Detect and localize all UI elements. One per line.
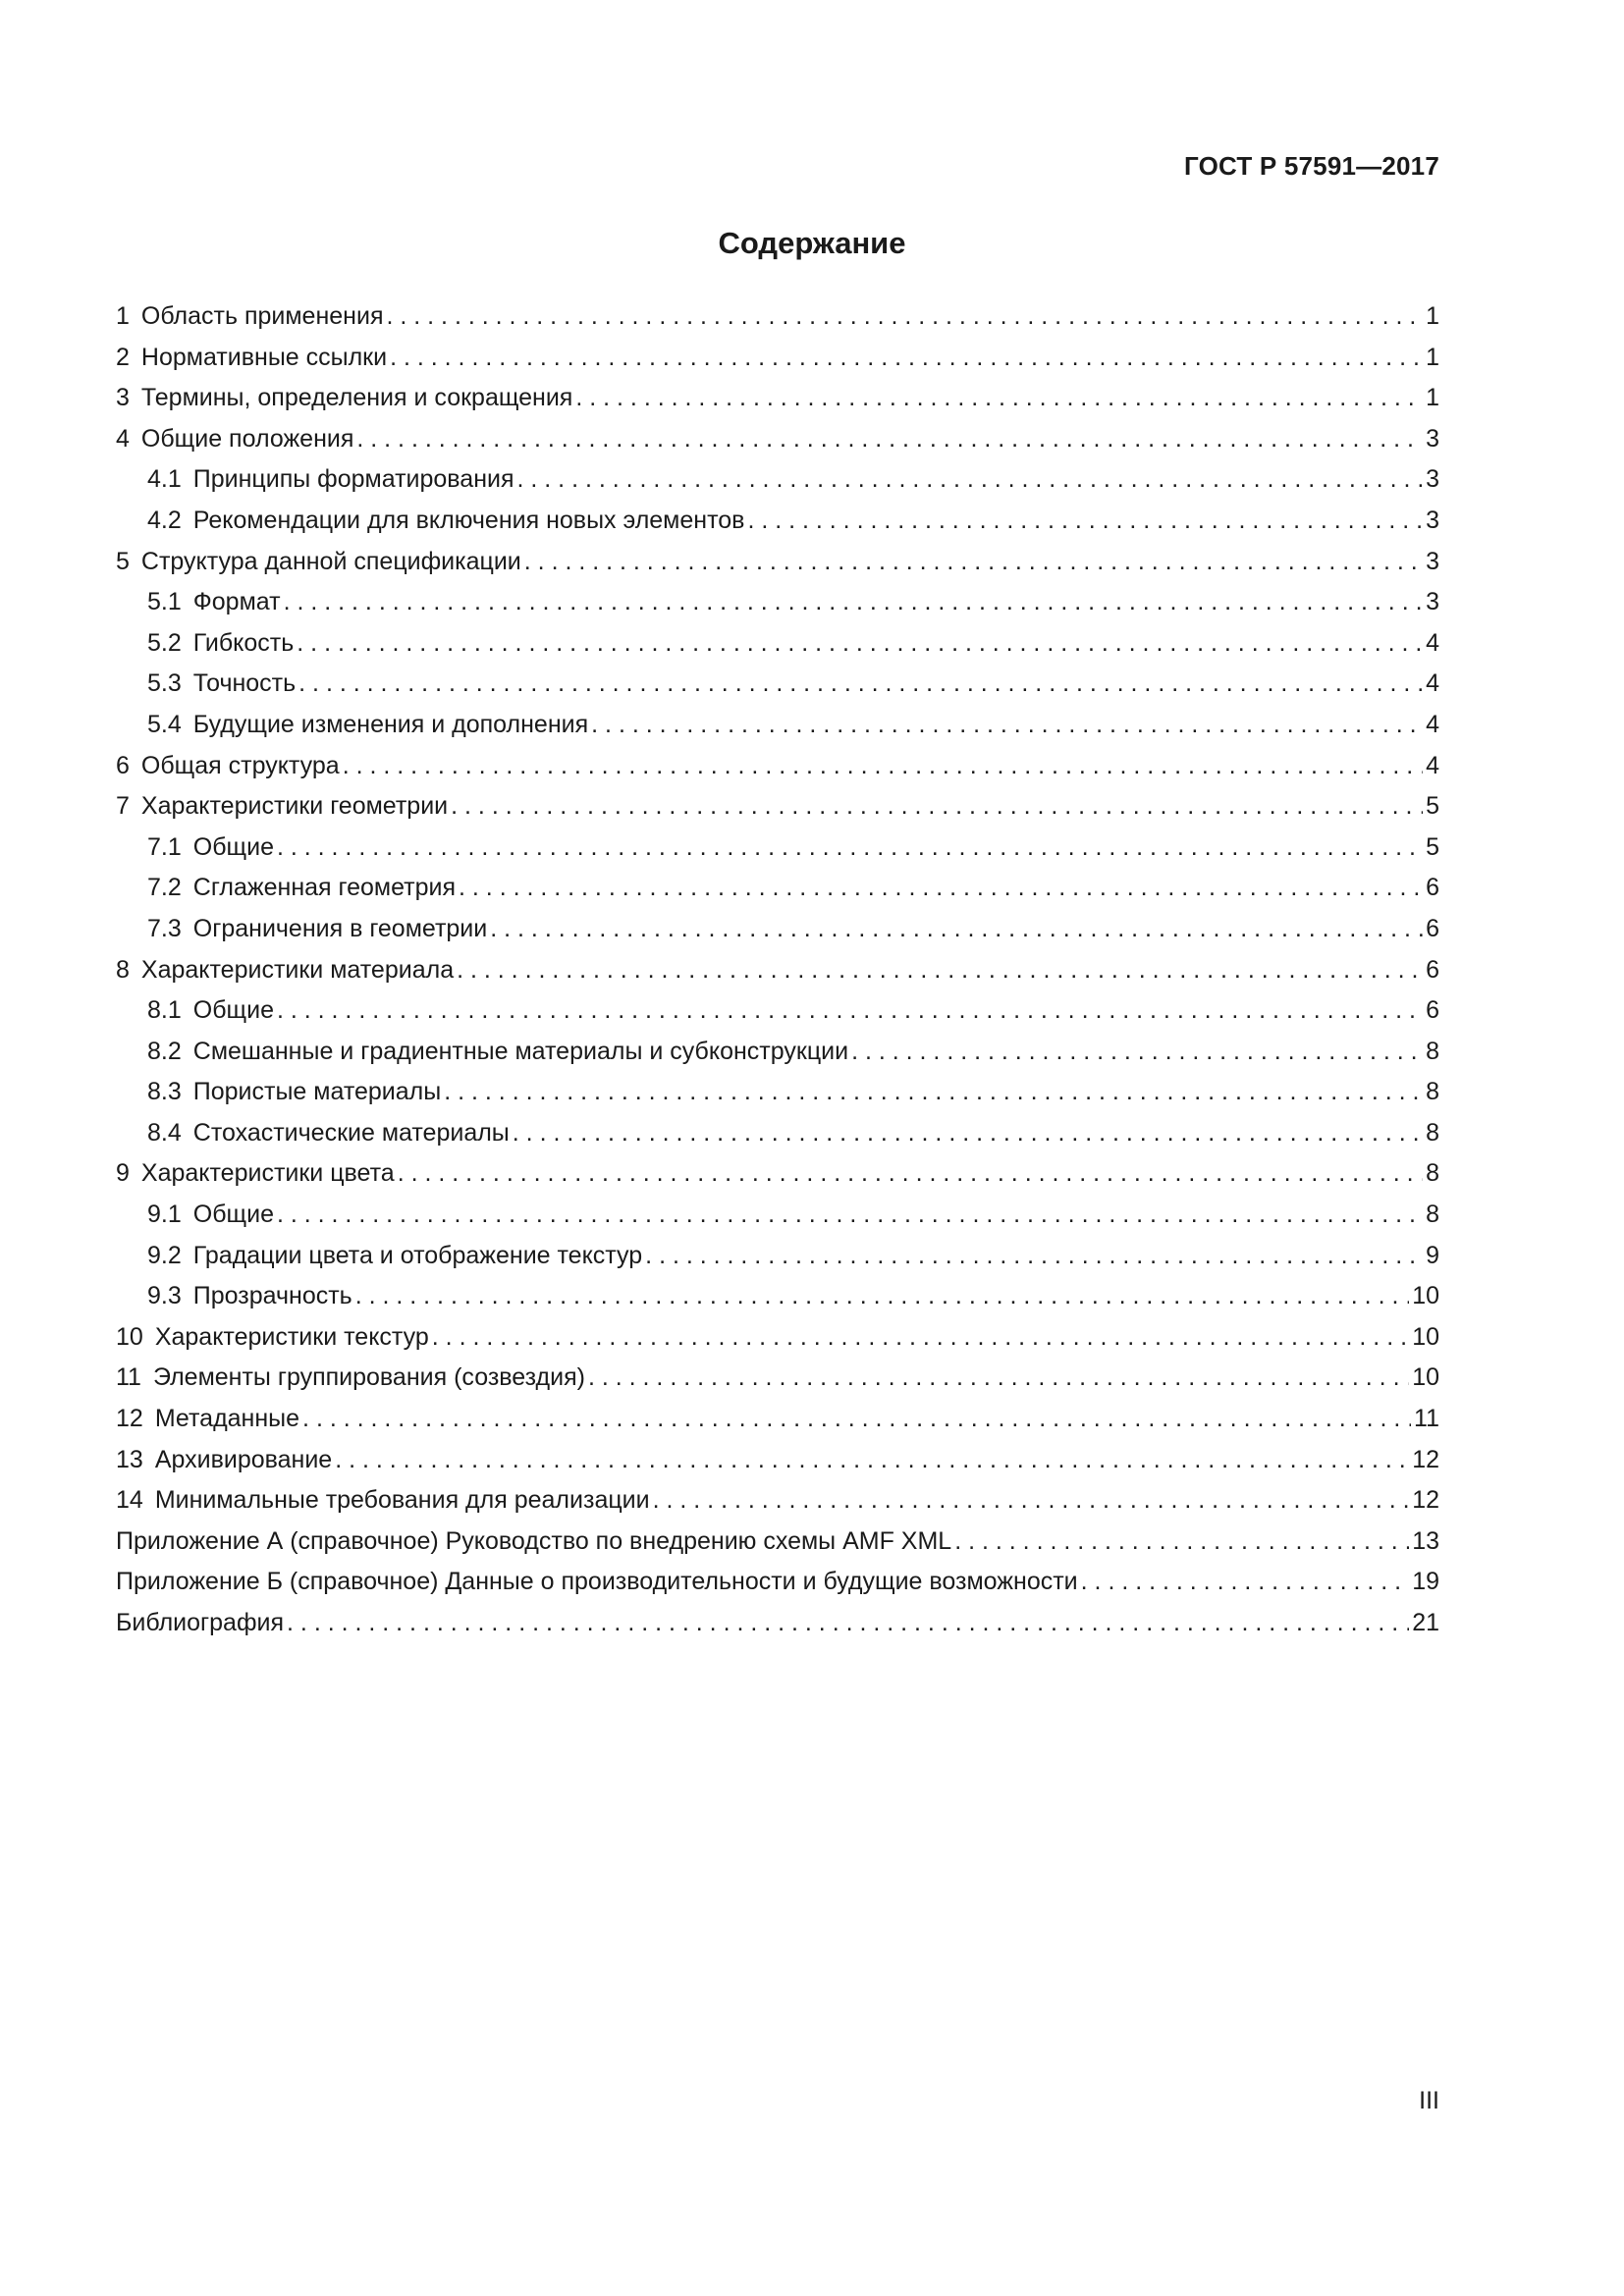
toc-entry-title: Архивирование <box>154 1445 333 1473</box>
toc-entry-title: Область применения <box>140 302 384 330</box>
toc-dot-leader <box>390 338 1423 379</box>
toc-entry-number: 10 <box>116 1322 143 1351</box>
toc-entry[interactable] <box>116 1032 1439 1073</box>
toc-entry-page: 1 <box>1426 302 1439 330</box>
toc-entry[interactable] <box>116 1072 1439 1113</box>
toc-entry[interactable] <box>116 1276 1439 1317</box>
toc-entry[interactable] <box>116 909 1439 950</box>
toc-entry[interactable] <box>116 1522 1439 1563</box>
toc-dot-leader <box>284 582 1424 623</box>
toc-dot-leader <box>575 378 1423 419</box>
toc-entry-number: 12 <box>116 1405 143 1433</box>
toc-entry-title: Ограничения в геометрии <box>192 914 488 942</box>
toc-dot-leader <box>287 1603 1409 1644</box>
toc-entry-number: 14 <box>116 1486 143 1515</box>
toc-entry-number: 8 <box>116 955 130 984</box>
toc-entry-title: Смешанные и градиентные материалы и субконструкции <box>192 1037 849 1065</box>
toc-entry-title: Будущие изменения и дополнения <box>192 710 589 738</box>
toc-entry-title: Характеристики текстур <box>154 1322 429 1351</box>
toc-entry-title: Общие <box>192 1201 274 1229</box>
toc-entry-number: 11 <box>116 1363 141 1392</box>
toc-entry-title: Принципы форматирования <box>192 465 514 494</box>
toc-entry[interactable] <box>116 1603 1439 1644</box>
toc-entry-page: 4 <box>1426 710 1439 738</box>
toc-dot-leader <box>513 1113 1423 1154</box>
toc-entry-number: 8.2 <box>147 1037 182 1065</box>
toc-dot-leader <box>451 786 1423 828</box>
toc-dot-leader <box>747 501 1423 542</box>
toc-entry-number: 8.4 <box>147 1118 182 1147</box>
toc-entry-title: Прозрачность <box>192 1282 352 1310</box>
toc-entry[interactable] <box>116 868 1439 909</box>
toc-dot-leader <box>302 1399 1411 1440</box>
toc-dot-leader <box>335 1440 1409 1481</box>
toc-entry-page: 6 <box>1426 874 1439 902</box>
toc-dot-leader <box>277 990 1423 1032</box>
toc-entry-title: Гибкость <box>192 628 295 657</box>
toc-entry-page: 10 <box>1412 1363 1439 1392</box>
toc-entry-number: 5.2 <box>147 628 182 657</box>
toc-entry-number: 9.2 <box>147 1241 182 1269</box>
toc-entry-title: Градации цвета и отображение текстур <box>192 1241 643 1269</box>
toc-entry-title: Пористые материалы <box>192 1078 442 1106</box>
toc-entry-title: Формат <box>192 588 281 616</box>
toc-entry-title: Общая структура <box>140 751 340 779</box>
toc-entry[interactable] <box>116 786 1439 828</box>
toc-entry-title: Точность <box>192 669 297 698</box>
toc-dot-leader <box>1081 1562 1410 1603</box>
toc-dot-leader <box>398 1153 1423 1195</box>
toc-entry-title: Метаданные <box>154 1405 300 1433</box>
toc-entry-number: 4.1 <box>147 465 182 494</box>
toc-entry[interactable] <box>116 1562 1439 1603</box>
toc-entry[interactable] <box>116 1236 1439 1277</box>
toc-entry-number: 7.2 <box>147 874 182 902</box>
toc-dot-leader <box>277 828 1423 869</box>
toc-entry-title: Термины, определения и сокращения <box>140 384 573 412</box>
toc-entry-page: 10 <box>1412 1322 1439 1351</box>
toc-entry[interactable] <box>116 1480 1439 1522</box>
toc-entry-number: 7.3 <box>147 914 182 942</box>
toc-dot-leader <box>524 542 1423 583</box>
toc-entry-page: 6 <box>1426 955 1439 984</box>
toc-entry-number: 9.1 <box>147 1201 182 1229</box>
toc-entry[interactable] <box>116 459 1439 501</box>
toc-entry-title: Стохастические материалы <box>192 1118 510 1147</box>
toc-dot-leader <box>356 419 1423 460</box>
toc-entry-number: 7 <box>116 792 130 821</box>
toc-entry-number: 9 <box>116 1159 130 1188</box>
toc-entry[interactable] <box>116 501 1439 542</box>
page-number: III <box>1419 2087 1439 2114</box>
toc-entry[interactable] <box>116 338 1439 379</box>
toc-entry-title: Общие <box>192 996 274 1025</box>
toc-entry-number: 4.2 <box>147 506 182 534</box>
toc-entry[interactable] <box>116 1358 1439 1399</box>
toc-entry-title: Библиография <box>116 1609 285 1636</box>
toc-entry-number: 13 <box>116 1445 143 1473</box>
toc-entry-title: Нормативные ссылки <box>140 343 388 371</box>
toc-entry-page: 11 <box>1414 1405 1439 1433</box>
toc-entry-number: 8.1 <box>147 996 182 1025</box>
toc-dot-leader <box>459 868 1423 909</box>
toc-entry-page: 13 <box>1412 1526 1439 1555</box>
toc-entry-page: 6 <box>1426 914 1439 942</box>
toc-entry[interactable] <box>116 623 1439 665</box>
toc-entry-page: 4 <box>1426 751 1439 779</box>
toc-entry[interactable] <box>116 1195 1439 1236</box>
toc-entry-number: 7.1 <box>147 832 182 861</box>
toc-entry[interactable] <box>116 746 1439 787</box>
toc-entry-page: 3 <box>1426 465 1439 494</box>
toc-entry[interactable] <box>116 664 1439 705</box>
toc-entry-title: Приложение Б (справочное) Данные о производительности и будущие возможности <box>116 1568 1078 1596</box>
toc-entry-title: Минимальные требования для реализации <box>154 1486 650 1515</box>
toc-entry-page: 6 <box>1426 996 1439 1025</box>
toc-entry-title: Приложение А (справочное) Руководство по внедрению схемы AMF XML <box>116 1526 952 1555</box>
toc-entry-page: 3 <box>1426 424 1439 453</box>
toc-dot-leader <box>432 1317 1409 1359</box>
toc-dot-leader <box>457 950 1423 991</box>
toc-entry[interactable] <box>116 990 1439 1032</box>
toc-entry-page: 12 <box>1412 1445 1439 1473</box>
toc-entry-page: 1 <box>1426 384 1439 412</box>
toc-dot-leader <box>277 1195 1423 1236</box>
toc-entry[interactable] <box>116 378 1439 419</box>
toc-entry[interactable] <box>116 705 1439 746</box>
toc-entry-number: 5.4 <box>147 710 182 738</box>
toc-entry-title: Сглаженная геометрия <box>192 874 457 902</box>
toc-entry[interactable] <box>116 1153 1439 1195</box>
toc-entry[interactable] <box>116 1113 1439 1154</box>
toc-dot-leader <box>490 909 1423 950</box>
toc-entry[interactable] <box>116 828 1439 869</box>
toc-title: Содержание <box>718 226 906 260</box>
toc-entry-title: Характеристики геометрии <box>140 792 449 821</box>
toc-dot-leader <box>851 1032 1423 1073</box>
toc-dot-leader <box>444 1072 1423 1113</box>
toc-entry[interactable] <box>116 419 1439 460</box>
toc-entry-number: 9.3 <box>147 1282 182 1310</box>
document-code: ГОСТ Р 57591—2017 <box>1184 151 1439 181</box>
toc-entry-title: Характеристики материала <box>140 955 455 984</box>
toc-dot-leader <box>653 1480 1410 1522</box>
toc-entry-page: 5 <box>1426 792 1439 821</box>
toc-entry-page: 1 <box>1426 343 1439 371</box>
toc-entry-page: 8 <box>1426 1118 1439 1147</box>
toc-dot-leader <box>588 1358 1409 1399</box>
toc-entry-title: Характеристики цвета <box>140 1159 395 1188</box>
toc-entry-page: 4 <box>1426 628 1439 657</box>
toc-entry[interactable] <box>116 296 1439 338</box>
toc-entry-number: 5.1 <box>147 588 182 616</box>
toc-entry-page: 3 <box>1426 588 1439 616</box>
toc-entry-page: 8 <box>1426 1078 1439 1106</box>
table-of-contents <box>116 296 1439 1644</box>
toc-entry-number: 5.3 <box>147 669 182 698</box>
toc-entry-page: 10 <box>1412 1282 1439 1310</box>
toc-entry-title: Рекомендации для включения новых элементов <box>192 506 745 534</box>
toc-dot-leader <box>591 705 1423 746</box>
toc-dot-leader <box>386 296 1423 338</box>
toc-entry-number: 3 <box>116 384 130 412</box>
toc-entry[interactable] <box>116 1440 1439 1481</box>
toc-entry-page: 3 <box>1426 547 1439 575</box>
toc-entry-title: Структура данной спецификации <box>140 547 521 575</box>
toc-entry-page: 19 <box>1412 1568 1439 1596</box>
toc-entry-page: 3 <box>1426 506 1439 534</box>
toc-entry-number: 1 <box>116 302 130 330</box>
toc-entry-page: 4 <box>1426 669 1439 698</box>
toc-entry-number: 8.3 <box>147 1078 182 1106</box>
toc-entry-page: 21 <box>1412 1609 1439 1636</box>
toc-entry-page: 5 <box>1426 832 1439 861</box>
toc-entry-title: Элементы группирования (созвездия) <box>152 1363 585 1392</box>
toc-dot-leader <box>297 623 1423 665</box>
toc-entry[interactable] <box>116 950 1439 991</box>
toc-dot-leader <box>298 664 1423 705</box>
toc-entry[interactable] <box>116 582 1439 623</box>
toc-dot-leader <box>355 1276 1409 1317</box>
toc-entry-number: 5 <box>116 547 130 575</box>
toc-entry-page: 8 <box>1426 1037 1439 1065</box>
toc-dot-leader <box>343 746 1423 787</box>
toc-dot-leader <box>517 459 1424 501</box>
toc-entry-title: Общие положения <box>140 424 354 453</box>
toc-entry-number: 2 <box>116 343 130 371</box>
toc-dot-leader <box>645 1236 1423 1277</box>
toc-entry[interactable] <box>116 1317 1439 1359</box>
toc-entry-number: 6 <box>116 751 130 779</box>
toc-entry[interactable] <box>116 542 1439 583</box>
toc-entry-page: 12 <box>1412 1486 1439 1515</box>
toc-entry-number: 4 <box>116 424 130 453</box>
toc-entry-title: Общие <box>192 832 274 861</box>
toc-entry-page: 8 <box>1426 1201 1439 1229</box>
toc-entry[interactable] <box>116 1399 1439 1440</box>
toc-entry-page: 8 <box>1426 1159 1439 1188</box>
toc-entry-page: 9 <box>1426 1241 1439 1269</box>
toc-dot-leader <box>954 1522 1409 1563</box>
